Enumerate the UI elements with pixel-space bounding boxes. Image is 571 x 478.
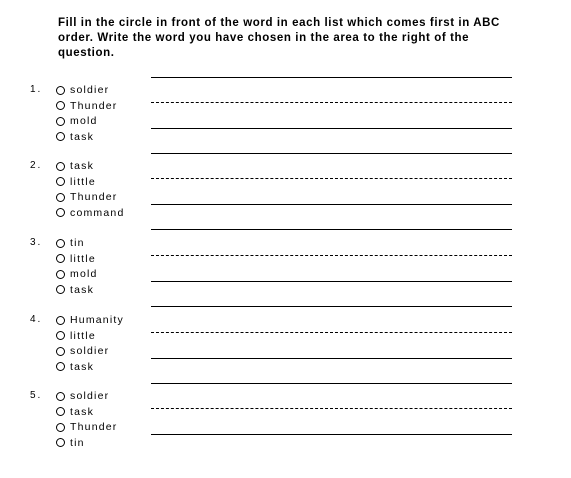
answer-writing-line-bottom[interactable] bbox=[151, 153, 512, 154]
answer-option[interactable] bbox=[56, 360, 94, 374]
option-label: soldier bbox=[70, 84, 110, 96]
radio-circle-icon[interactable] bbox=[56, 177, 65, 186]
answer-option[interactable] bbox=[56, 114, 98, 128]
question-3 bbox=[0, 236, 571, 300]
instructions bbox=[58, 16, 528, 61]
answer-option[interactable] bbox=[56, 329, 96, 343]
answer-option[interactable] bbox=[56, 190, 118, 204]
answer-writing-line-base[interactable] bbox=[151, 204, 512, 205]
answer-writing-line-base[interactable] bbox=[151, 358, 512, 359]
radio-circle-icon[interactable] bbox=[56, 162, 65, 171]
option-label: task bbox=[70, 160, 95, 172]
option-label: mold bbox=[70, 115, 98, 127]
option-label: little bbox=[70, 329, 96, 342]
option-label: Thunder bbox=[70, 191, 118, 203]
radio-circle-icon[interactable] bbox=[56, 270, 65, 279]
radio-circle-icon[interactable] bbox=[56, 407, 65, 416]
answer-option[interactable] bbox=[56, 267, 98, 281]
question-1 bbox=[0, 83, 571, 147]
answer-option[interactable] bbox=[56, 405, 94, 419]
answer-option[interactable] bbox=[56, 436, 85, 450]
answer-writing-line-bottom[interactable] bbox=[151, 383, 512, 384]
radio-circle-icon[interactable] bbox=[56, 86, 65, 95]
answer-writing-line-bottom[interactable] bbox=[151, 306, 512, 307]
option-label: Humanity bbox=[70, 314, 124, 326]
answer-writing-line-base[interactable] bbox=[151, 128, 512, 129]
radio-circle-icon[interactable] bbox=[56, 423, 65, 432]
question-number: 1. bbox=[30, 84, 43, 95]
answer-option[interactable] bbox=[56, 344, 109, 358]
radio-circle-icon[interactable] bbox=[56, 208, 65, 217]
answer-writing-line-base[interactable] bbox=[151, 281, 512, 282]
option-label: task bbox=[70, 130, 95, 143]
answer-option[interactable] bbox=[56, 99, 118, 113]
answer-option[interactable] bbox=[56, 206, 125, 220]
option-label: soldier bbox=[70, 390, 110, 402]
radio-circle-icon[interactable] bbox=[56, 254, 65, 263]
option-label: tin bbox=[70, 237, 85, 249]
answer-option[interactable] bbox=[56, 130, 94, 144]
answer-option[interactable] bbox=[56, 420, 118, 434]
answer-writing-line-dashed[interactable] bbox=[151, 102, 512, 103]
question-2 bbox=[0, 159, 571, 223]
radio-circle-icon[interactable] bbox=[56, 101, 65, 110]
answer-writing-line-dashed[interactable] bbox=[151, 408, 512, 409]
radio-circle-icon[interactable] bbox=[56, 193, 65, 202]
option-label: Thunder bbox=[70, 421, 118, 433]
answer-option[interactable] bbox=[56, 159, 94, 173]
option-label: little bbox=[70, 175, 96, 188]
question-number: 3. bbox=[30, 237, 43, 248]
answer-option[interactable] bbox=[56, 389, 109, 403]
instructions-line-3: question. bbox=[58, 47, 115, 59]
answer-writing-line-dashed[interactable] bbox=[151, 178, 512, 179]
option-label: task bbox=[70, 360, 95, 373]
option-label: Thunder bbox=[70, 99, 118, 112]
answer-option[interactable] bbox=[56, 252, 96, 266]
question-number: 5. bbox=[30, 390, 43, 401]
answer-writing-line-top[interactable] bbox=[151, 77, 512, 78]
option-label: task bbox=[70, 283, 95, 296]
radio-circle-icon[interactable] bbox=[56, 392, 65, 401]
option-label: command bbox=[70, 206, 125, 219]
option-label: little bbox=[70, 252, 96, 265]
option-label: tin bbox=[70, 436, 85, 449]
radio-circle-icon[interactable] bbox=[56, 132, 65, 141]
instructions-line-2: order. Write the word you have chosen in the area to the right of the bbox=[58, 32, 470, 44]
radio-circle-icon[interactable] bbox=[56, 362, 65, 371]
radio-circle-icon[interactable] bbox=[56, 117, 65, 126]
answer-option[interactable] bbox=[56, 236, 85, 250]
question-number: 4. bbox=[30, 314, 43, 325]
answer-option[interactable] bbox=[56, 175, 96, 189]
answer-writing-line-dashed[interactable] bbox=[151, 332, 512, 333]
instructions-line-1: Fill in the circle in front of the word in each list which comes first in ABC bbox=[58, 17, 500, 29]
radio-circle-icon[interactable] bbox=[56, 239, 65, 248]
answer-writing-line-bottom[interactable] bbox=[151, 229, 512, 230]
answer-writing-line-dashed[interactable] bbox=[151, 255, 512, 256]
radio-circle-icon[interactable] bbox=[56, 316, 65, 325]
answer-option[interactable] bbox=[56, 283, 94, 297]
radio-circle-icon[interactable] bbox=[56, 331, 65, 340]
question-number: 2. bbox=[30, 160, 43, 171]
question-4 bbox=[0, 313, 571, 377]
radio-circle-icon[interactable] bbox=[56, 347, 65, 356]
option-label: soldier bbox=[70, 345, 110, 357]
answer-option[interactable] bbox=[56, 83, 109, 97]
option-label: task bbox=[70, 405, 95, 418]
answer-option[interactable] bbox=[56, 313, 124, 327]
question-5 bbox=[0, 389, 571, 453]
answer-writing-line-base[interactable] bbox=[151, 434, 512, 435]
radio-circle-icon[interactable] bbox=[56, 285, 65, 294]
option-label: mold bbox=[70, 268, 98, 280]
radio-circle-icon[interactable] bbox=[56, 438, 65, 447]
